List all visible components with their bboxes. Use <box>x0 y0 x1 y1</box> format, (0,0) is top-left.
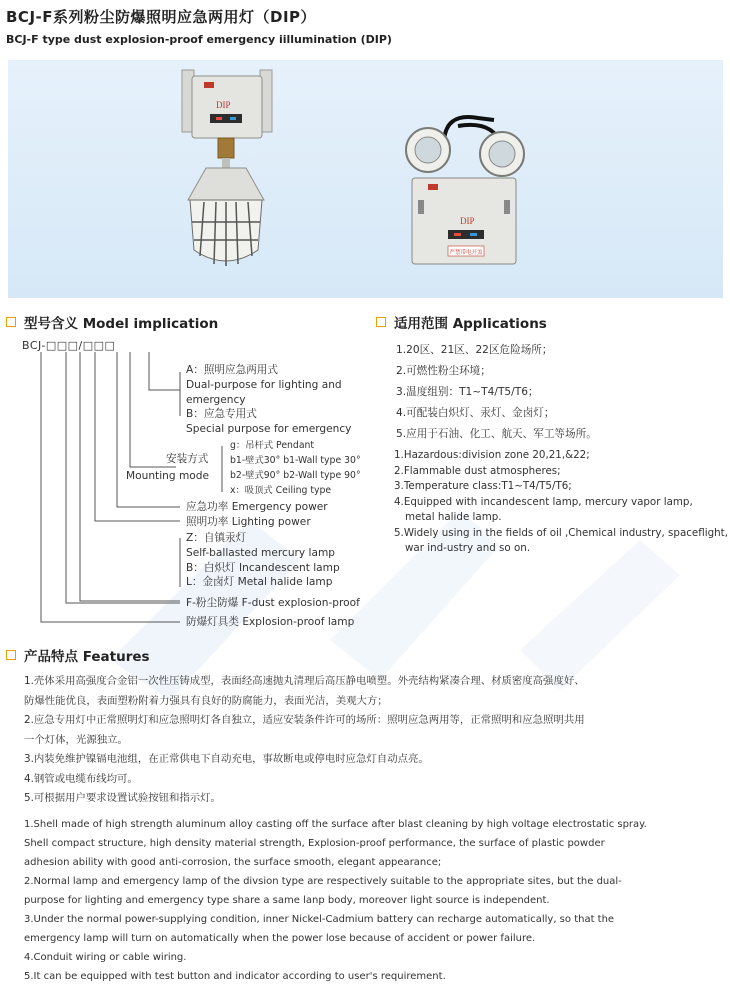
mount-en: Mounting mode <box>126 470 209 482</box>
model-code: BCJ-□□□/□□□ <box>22 339 116 352</box>
left-lamp-label: DIP <box>216 100 231 110</box>
bullet-square-icon <box>376 317 386 327</box>
list-item: 4.可配装白炽灯、汞灯、金卤灯； <box>396 407 555 419</box>
mount-g: g：吊杆式 Pendant <box>230 440 315 451</box>
lamp-l: L：金卤灯 Metal halide lamp <box>186 576 333 588</box>
list-item: purpose for lighting and emergency type share a same lanp body, moreover light source is independent. <box>24 895 550 906</box>
features-cn-list <box>24 672 585 809</box>
model-a-cn: A：照明应急两用式 <box>186 364 278 376</box>
mount-b2: b2-壁式90° b2-Wall type 90° <box>230 470 361 481</box>
features-en-list <box>24 815 647 986</box>
right-lamp-label: DIP <box>460 216 475 226</box>
list-item: 2.可燃性粉尘环境； <box>396 365 491 377</box>
list-item: 3.温度组别：T1~T4/T5/T6； <box>396 386 539 398</box>
list-item: 5.应用于石油、化工、航天、军工等场所。 <box>396 428 597 440</box>
f-dust-proof: F-粉尘防爆 F-dust explosion-proof <box>186 597 360 609</box>
list-item: emergency lamp will turn on automatically when the power lose because of accident or power failure. <box>24 933 536 944</box>
list-item: 3.Under the normal power-supplying condition, inner Nickel-Cadmium battery can recharge automatically, so that the <box>24 914 615 925</box>
lamp-b: B：白炽灯 Incandescent lamp <box>186 562 340 574</box>
list-item: 1.Shell made of high strength aluminum alloy casting off the surface after blast cleaning by high voltage electrostatic spray. <box>24 819 647 830</box>
list-item: 4.钢管或电缆布线均可。 <box>24 772 138 785</box>
list-item: 3.Temperature class:T1~T4/T5/T6; <box>394 480 572 492</box>
model-a-en-2: emergency <box>186 394 246 406</box>
features-heading: 产品特点 Features <box>6 645 150 665</box>
list-item: 3.内装免维护镍镉电池组，在正常供电下自动充电，事故断电或停电时应急灯自动点亮。 <box>24 753 429 765</box>
applications-heading: 适用范围 Applications <box>376 312 547 332</box>
mount-x: x：吸顶式 Ceiling type <box>230 485 332 496</box>
list-item: 一个灯体，光源独立。 <box>24 733 128 746</box>
explosion-proof-lamp: 防爆灯具类 Explosion-proof lamp <box>186 616 355 628</box>
list-item: adhesion ability with good anti-corrosion, the surface smooth, elegant appearance; <box>24 857 442 868</box>
twin-head-lamp-image <box>406 117 524 264</box>
list-item: 2.应急专用灯中正常照明灯和应急照明灯各自独立，适应安装条件许可的场所：照明应急两用等，正常照明和应急照明共用 <box>24 714 585 726</box>
list-item: 4.Conduit wiring or cable wiring. <box>24 952 187 963</box>
bullet-square-icon <box>6 650 16 660</box>
emergency-power: 应急功率 Emergency power <box>186 501 328 513</box>
lighting-power: 照明功率 Lighting power <box>186 516 311 528</box>
list-item: 5.It can be equipped with test button and indicator according to user's requirement. <box>24 971 446 982</box>
list-item: 2.Flammable dust atmospheres; <box>394 464 561 477</box>
applications-cn-list <box>396 340 597 445</box>
list-item: metal halide lamp. <box>405 511 502 523</box>
mount-b1: b1-壁式30° b1-Wall type 30° <box>230 455 361 466</box>
page-title: BCJ-F系列粉尘防爆照明应急两用灯（DIP） <box>6 8 317 26</box>
lamp-z-cn: Z：自镇汞灯 <box>186 532 247 544</box>
applications-en-list <box>394 448 728 557</box>
list-item: 1.壳体采用高强度合金铝一次性压铸成型，表面经高速抛丸清理后高压静电喷塑。外壳结构紧凑合理、材质密度高强度好、 <box>24 675 585 687</box>
list-item: 5.可根据用户要求设置试验按钮和指示灯。 <box>24 792 221 804</box>
right-lamp-sign: 严禁带电开盖 <box>449 250 483 256</box>
page-subtitle: BCJ-F type dust explosion-proof emergency iillumination (DIP) <box>6 33 392 46</box>
list-item: 4.Equipped with incandescent lamp, mercury vapor lamp, <box>394 495 693 508</box>
model-b-en: Special purpose for emergency <box>186 423 352 435</box>
model-heading: 型号含义 Model implication <box>6 312 218 332</box>
model-a-en-1: Dual-purpose for lighting and <box>186 379 342 391</box>
list-item: 5.Widely using in the fields of oil ,Chemical industry, spaceflight, <box>394 526 728 539</box>
list-item: 防爆性能优良，表面塑粉附着力强具有良好的防腐能力，表面光洁，美观大方； <box>24 694 388 707</box>
list-item: 1.20区、21区、22区危险场所； <box>396 344 553 356</box>
list-item: 2.Normal lamp and emergency lamp of the divsion type are respectively suitable to the appropriate sites, but the dual- <box>24 876 622 887</box>
list-item: war ind-ustry and so on. <box>405 542 531 554</box>
list-item: Shell compact structure, high density material strength, Explosion-proof performance, the surface of plastic powder <box>24 838 605 849</box>
mount-cn: 安装方式 <box>166 453 209 465</box>
model-b-cn: B：应急专用式 <box>186 408 257 420</box>
lamp-z-en: Self-ballasted mercury lamp <box>186 547 336 559</box>
list-item: 1.Hazardous:division zone 20,21,&22; <box>394 449 590 461</box>
